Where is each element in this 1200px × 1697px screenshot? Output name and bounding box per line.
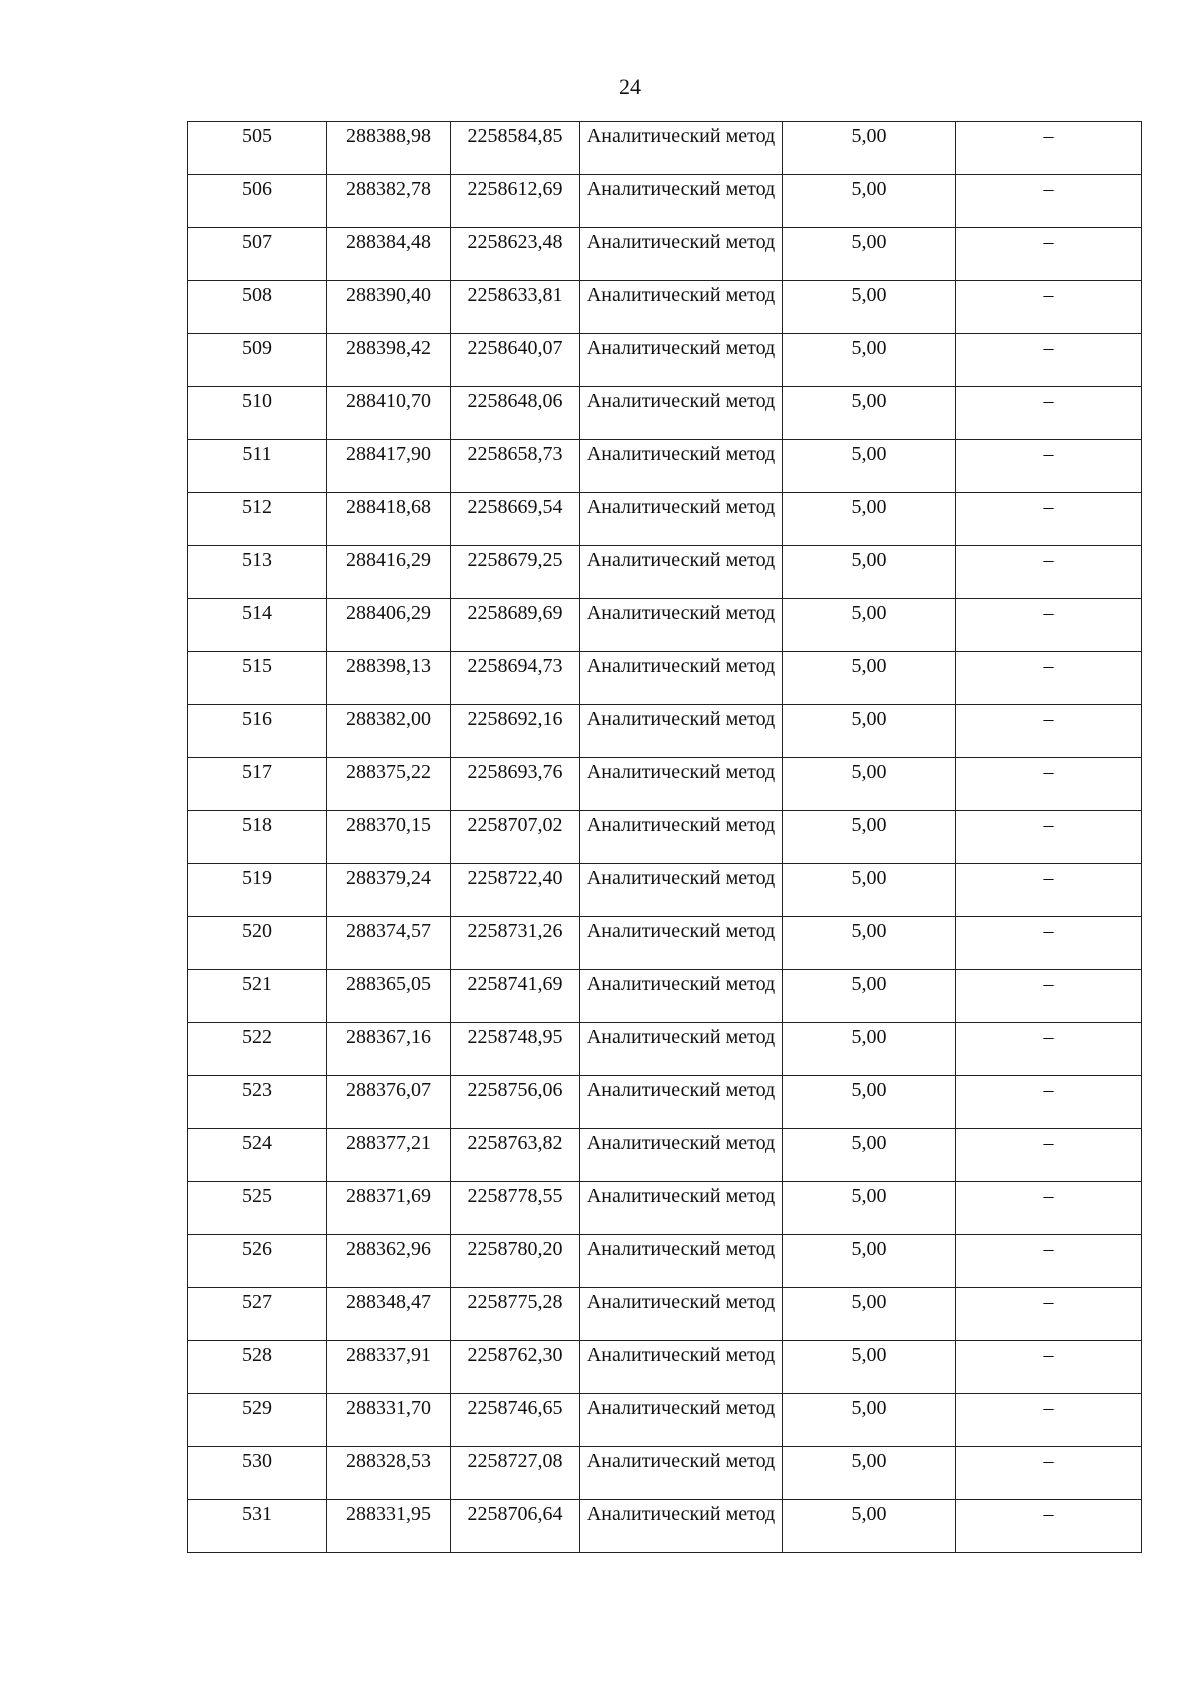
y-coordinate-cell: 2258746,65	[451, 1394, 580, 1447]
accuracy-cell: 5,00	[783, 1394, 956, 1447]
y-coordinate-cell: 2258689,69	[451, 599, 580, 652]
x-coordinate-cell: 288370,15	[327, 811, 451, 864]
table-row	[188, 811, 1142, 864]
x-coordinate-cell: 288337,91	[327, 1341, 451, 1394]
method-cell: Аналитический метод	[580, 1447, 783, 1500]
table-row	[188, 387, 1142, 440]
method-cell: Аналитический метод	[580, 1235, 783, 1288]
x-coordinate-cell: 288377,21	[327, 1129, 451, 1182]
point-number-cell: 505	[188, 122, 327, 175]
accuracy-cell: 5,00	[783, 970, 956, 1023]
y-coordinate-cell: 2258722,40	[451, 864, 580, 917]
note-cell: –	[956, 228, 1142, 281]
point-number-cell: 521	[188, 970, 327, 1023]
accuracy-cell: 5,00	[783, 1129, 956, 1182]
note-cell: –	[956, 387, 1142, 440]
note-cell: –	[956, 705, 1142, 758]
y-coordinate-cell: 2258775,28	[451, 1288, 580, 1341]
accuracy-cell: 5,00	[783, 1023, 956, 1076]
point-number-cell: 522	[188, 1023, 327, 1076]
x-coordinate-cell: 288384,48	[327, 228, 451, 281]
page-number: 24	[619, 74, 641, 99]
x-coordinate-cell: 288376,07	[327, 1076, 451, 1129]
point-number-cell: 511	[188, 440, 327, 493]
accuracy-cell: 5,00	[783, 387, 956, 440]
note-cell: –	[956, 175, 1142, 228]
point-number-cell: 523	[188, 1076, 327, 1129]
table-row	[188, 917, 1142, 970]
point-number-cell: 512	[188, 493, 327, 546]
note-cell: –	[956, 652, 1142, 705]
point-number-cell: 525	[188, 1182, 327, 1235]
y-coordinate-cell: 2258648,06	[451, 387, 580, 440]
x-coordinate-cell: 288371,69	[327, 1182, 451, 1235]
note-cell: –	[956, 1500, 1142, 1553]
accuracy-cell: 5,00	[783, 440, 956, 493]
note-cell: –	[956, 970, 1142, 1023]
note-cell: –	[956, 864, 1142, 917]
x-coordinate-cell: 288374,57	[327, 917, 451, 970]
note-cell: –	[956, 917, 1142, 970]
point-number-cell: 528	[188, 1341, 327, 1394]
point-number-cell: 531	[188, 1500, 327, 1553]
method-cell: Аналитический метод	[580, 1341, 783, 1394]
note-cell: –	[956, 1023, 1142, 1076]
table-row	[188, 1235, 1142, 1288]
accuracy-cell: 5,00	[783, 811, 956, 864]
note-cell: –	[956, 1129, 1142, 1182]
accuracy-cell: 5,00	[783, 1500, 956, 1553]
method-cell: Аналитический метод	[580, 1076, 783, 1129]
method-cell: Аналитический метод	[580, 546, 783, 599]
accuracy-cell: 5,00	[783, 917, 956, 970]
accuracy-cell: 5,00	[783, 334, 956, 387]
point-number-cell: 524	[188, 1129, 327, 1182]
x-coordinate-cell: 288388,98	[327, 122, 451, 175]
table-row	[188, 758, 1142, 811]
point-number-cell: 515	[188, 652, 327, 705]
accuracy-cell: 5,00	[783, 1447, 956, 1500]
method-cell: Аналитический метод	[580, 334, 783, 387]
y-coordinate-cell: 2258741,69	[451, 970, 580, 1023]
y-coordinate-cell: 2258692,16	[451, 705, 580, 758]
point-number-cell: 510	[188, 387, 327, 440]
note-cell: –	[956, 1288, 1142, 1341]
method-cell: Аналитический метод	[580, 1023, 783, 1076]
coordinates-table	[187, 121, 1142, 1553]
method-cell: Аналитический метод	[580, 387, 783, 440]
point-number-cell: 529	[188, 1394, 327, 1447]
accuracy-cell: 5,00	[783, 1341, 956, 1394]
method-cell: Аналитический метод	[580, 864, 783, 917]
y-coordinate-cell: 2258633,81	[451, 281, 580, 334]
accuracy-cell: 5,00	[783, 1182, 956, 1235]
y-coordinate-cell: 2258612,69	[451, 175, 580, 228]
table-row	[188, 1447, 1142, 1500]
table-row	[188, 1023, 1142, 1076]
note-cell: –	[956, 1394, 1142, 1447]
x-coordinate-cell: 288331,95	[327, 1500, 451, 1553]
y-coordinate-cell: 2258706,64	[451, 1500, 580, 1553]
y-coordinate-cell: 2258669,54	[451, 493, 580, 546]
note-cell: –	[956, 599, 1142, 652]
note-cell: –	[956, 1235, 1142, 1288]
note-cell: –	[956, 1076, 1142, 1129]
table-row	[188, 970, 1142, 1023]
point-number-cell: 514	[188, 599, 327, 652]
accuracy-cell: 5,00	[783, 599, 956, 652]
x-coordinate-cell: 288398,42	[327, 334, 451, 387]
note-cell: –	[956, 440, 1142, 493]
point-number-cell: 520	[188, 917, 327, 970]
point-number-cell: 530	[188, 1447, 327, 1500]
x-coordinate-cell: 288348,47	[327, 1288, 451, 1341]
y-coordinate-cell: 2258756,06	[451, 1076, 580, 1129]
y-coordinate-cell: 2258640,07	[451, 334, 580, 387]
table-row	[188, 440, 1142, 493]
note-cell: –	[956, 546, 1142, 599]
note-cell: –	[956, 334, 1142, 387]
x-coordinate-cell: 288418,68	[327, 493, 451, 546]
accuracy-cell: 5,00	[783, 228, 956, 281]
accuracy-cell: 5,00	[783, 1235, 956, 1288]
note-cell: –	[956, 758, 1142, 811]
table-row	[188, 546, 1142, 599]
method-cell: Аналитический метод	[580, 1182, 783, 1235]
accuracy-cell: 5,00	[783, 493, 956, 546]
table-row	[188, 1288, 1142, 1341]
y-coordinate-cell: 2258693,76	[451, 758, 580, 811]
method-cell: Аналитический метод	[580, 1394, 783, 1447]
method-cell: Аналитический метод	[580, 228, 783, 281]
accuracy-cell: 5,00	[783, 1076, 956, 1129]
y-coordinate-cell: 2258623,48	[451, 228, 580, 281]
method-cell: Аналитический метод	[580, 493, 783, 546]
method-cell: Аналитический метод	[580, 281, 783, 334]
table-row	[188, 705, 1142, 758]
note-cell: –	[956, 122, 1142, 175]
table-row	[188, 1182, 1142, 1235]
accuracy-cell: 5,00	[783, 652, 956, 705]
x-coordinate-cell: 288382,78	[327, 175, 451, 228]
note-cell: –	[956, 1182, 1142, 1235]
accuracy-cell: 5,00	[783, 864, 956, 917]
table-row	[188, 864, 1142, 917]
x-coordinate-cell: 288416,29	[327, 546, 451, 599]
table-row	[188, 228, 1142, 281]
method-cell: Аналитический метод	[580, 705, 783, 758]
method-cell: Аналитический метод	[580, 440, 783, 493]
note-cell: –	[956, 1447, 1142, 1500]
method-cell: Аналитический метод	[580, 122, 783, 175]
x-coordinate-cell: 288367,16	[327, 1023, 451, 1076]
point-number-cell: 516	[188, 705, 327, 758]
point-number-cell: 518	[188, 811, 327, 864]
x-coordinate-cell: 288406,29	[327, 599, 451, 652]
accuracy-cell: 5,00	[783, 705, 956, 758]
y-coordinate-cell: 2258727,08	[451, 1447, 580, 1500]
x-coordinate-cell: 288417,90	[327, 440, 451, 493]
table-row	[188, 1076, 1142, 1129]
point-number-cell: 519	[188, 864, 327, 917]
point-number-cell: 527	[188, 1288, 327, 1341]
point-number-cell: 506	[188, 175, 327, 228]
accuracy-cell: 5,00	[783, 546, 956, 599]
y-coordinate-cell: 2258778,55	[451, 1182, 580, 1235]
x-coordinate-cell: 288328,53	[327, 1447, 451, 1500]
x-coordinate-cell: 288390,40	[327, 281, 451, 334]
y-coordinate-cell: 2258584,85	[451, 122, 580, 175]
x-coordinate-cell: 288382,00	[327, 705, 451, 758]
table-row	[188, 175, 1142, 228]
y-coordinate-cell: 2258780,20	[451, 1235, 580, 1288]
method-cell: Аналитический метод	[580, 599, 783, 652]
table-row	[188, 1500, 1142, 1553]
accuracy-cell: 5,00	[783, 281, 956, 334]
table-row	[188, 1129, 1142, 1182]
table-row	[188, 1341, 1142, 1394]
method-cell: Аналитический метод	[580, 1129, 783, 1182]
point-number-cell: 517	[188, 758, 327, 811]
point-number-cell: 507	[188, 228, 327, 281]
method-cell: Аналитический метод	[580, 652, 783, 705]
table-row	[188, 652, 1142, 705]
x-coordinate-cell: 288398,13	[327, 652, 451, 705]
table-row	[188, 334, 1142, 387]
point-number-cell: 526	[188, 1235, 327, 1288]
y-coordinate-cell: 2258694,73	[451, 652, 580, 705]
accuracy-cell: 5,00	[783, 175, 956, 228]
x-coordinate-cell: 288331,70	[327, 1394, 451, 1447]
x-coordinate-cell: 288375,22	[327, 758, 451, 811]
x-coordinate-cell: 288379,24	[327, 864, 451, 917]
x-coordinate-cell: 288410,70	[327, 387, 451, 440]
accuracy-cell: 5,00	[783, 122, 956, 175]
y-coordinate-cell: 2258707,02	[451, 811, 580, 864]
y-coordinate-cell: 2258763,82	[451, 1129, 580, 1182]
y-coordinate-cell: 2258731,26	[451, 917, 580, 970]
table-body	[188, 122, 1142, 1553]
point-number-cell: 513	[188, 546, 327, 599]
point-number-cell: 508	[188, 281, 327, 334]
y-coordinate-cell: 2258748,95	[451, 1023, 580, 1076]
table-row	[188, 122, 1142, 175]
y-coordinate-cell: 2258762,30	[451, 1341, 580, 1394]
note-cell: –	[956, 811, 1142, 864]
note-cell: –	[956, 1341, 1142, 1394]
accuracy-cell: 5,00	[783, 1288, 956, 1341]
y-coordinate-cell: 2258658,73	[451, 440, 580, 493]
method-cell: Аналитический метод	[580, 970, 783, 1023]
method-cell: Аналитический метод	[580, 811, 783, 864]
x-coordinate-cell: 288362,96	[327, 1235, 451, 1288]
table-row	[188, 599, 1142, 652]
note-cell: –	[956, 281, 1142, 334]
table-row	[188, 1394, 1142, 1447]
note-cell: –	[956, 493, 1142, 546]
y-coordinate-cell: 2258679,25	[451, 546, 580, 599]
method-cell: Аналитический метод	[580, 917, 783, 970]
accuracy-cell: 5,00	[783, 758, 956, 811]
method-cell: Аналитический метод	[580, 758, 783, 811]
point-number-cell: 509	[188, 334, 327, 387]
x-coordinate-cell: 288365,05	[327, 970, 451, 1023]
table-row	[188, 281, 1142, 334]
method-cell: Аналитический метод	[580, 175, 783, 228]
method-cell: Аналитический метод	[580, 1500, 783, 1553]
method-cell: Аналитический метод	[580, 1288, 783, 1341]
table-row	[188, 493, 1142, 546]
